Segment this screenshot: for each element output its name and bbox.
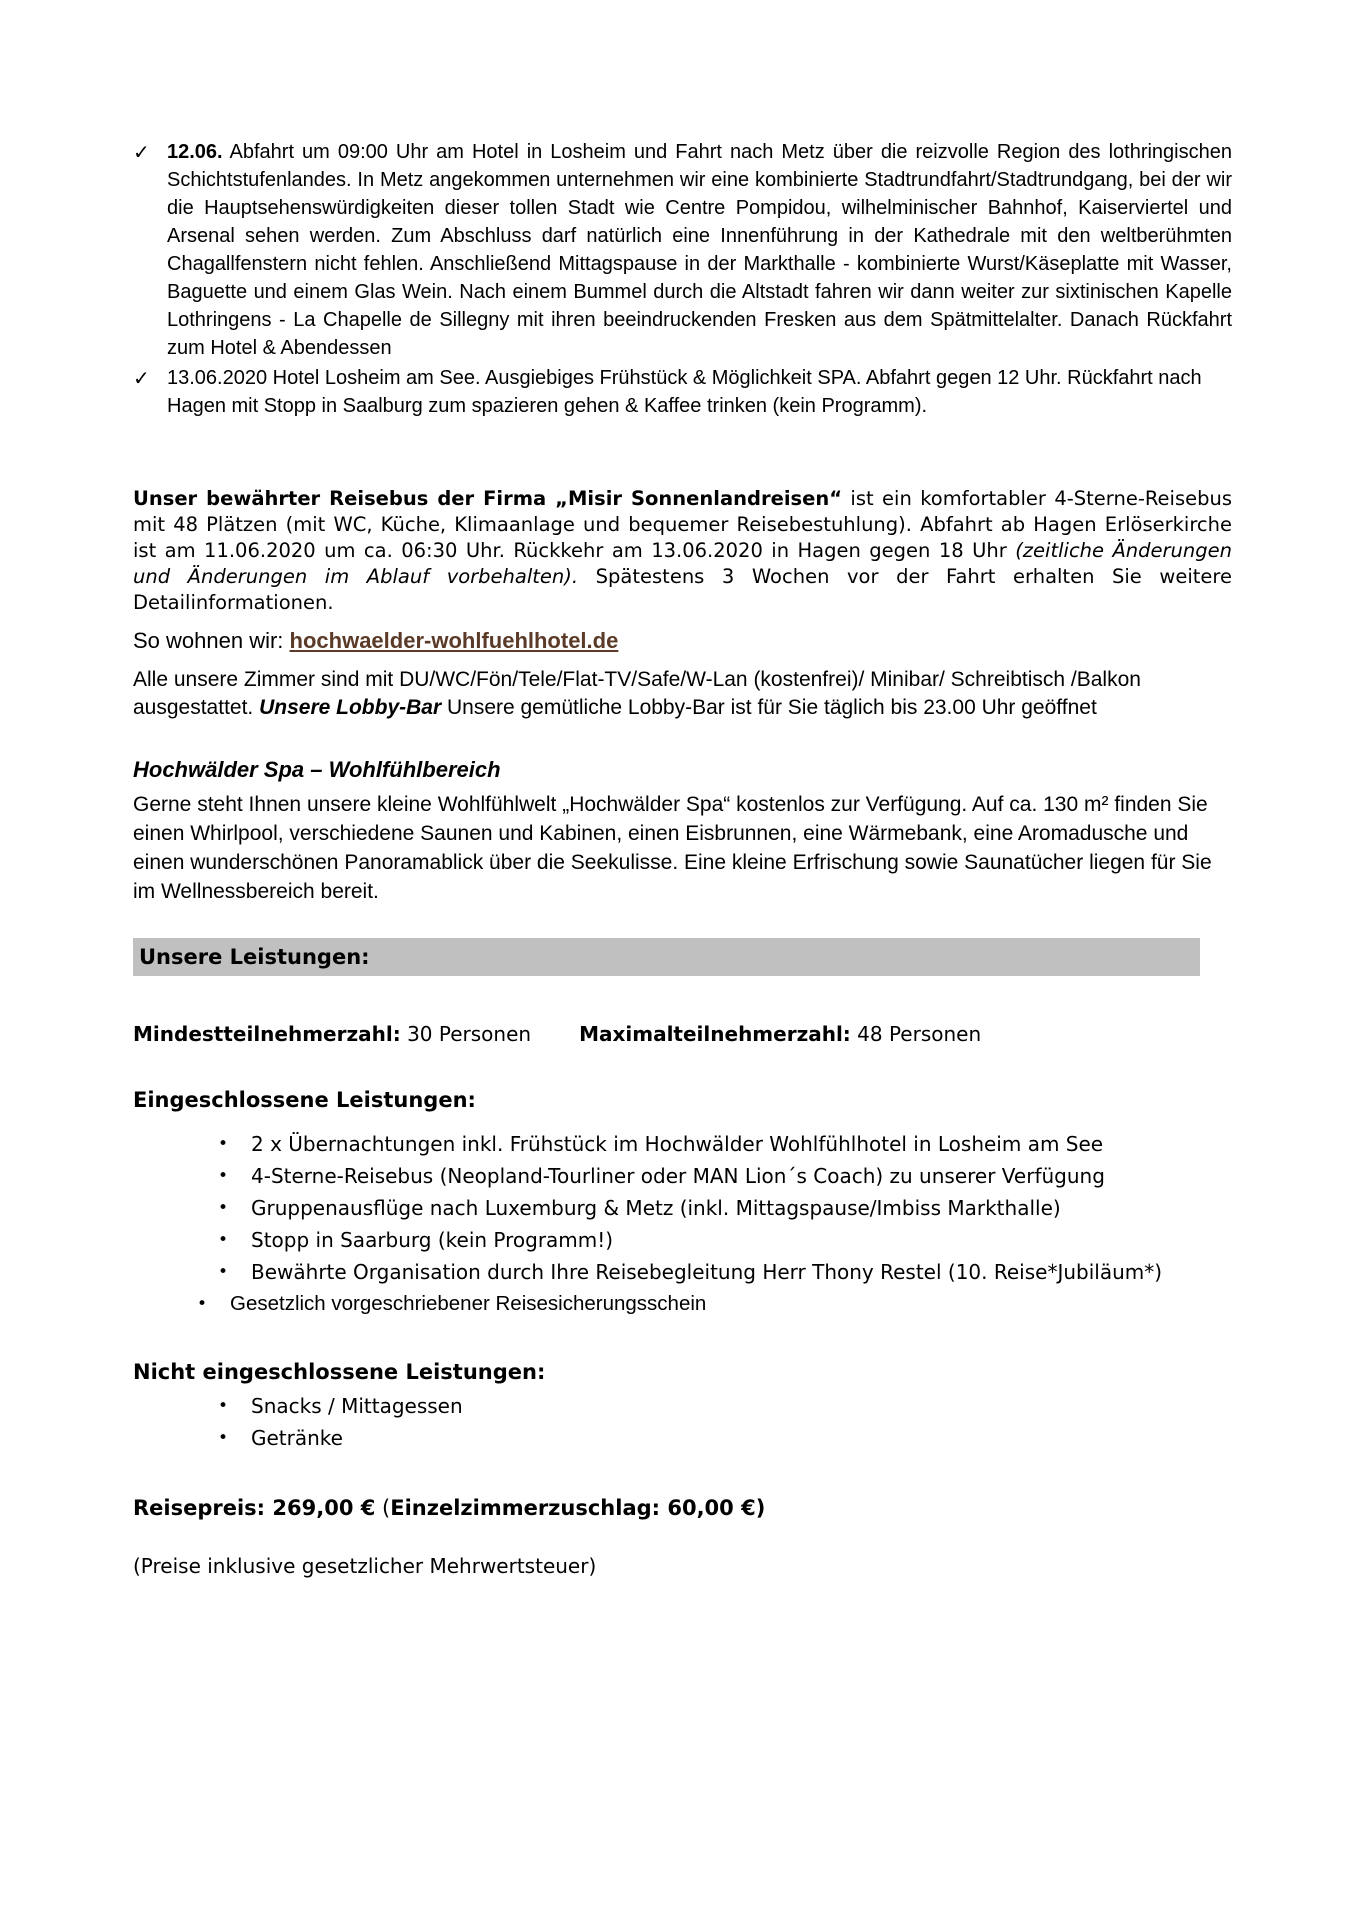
itinerary-body: Abfahrt um 09:00 Uhr am Hotel in Losheim und Fahrt nach Metz über die reizvolle Region des lothringischen Schichtstufenlandes. In Metz angekommen unternehmen wir eine kombinierte Stadtrundfahrt/Stadtrundgang, bei der wir die Hauptsehenswürdigkeiten dieser tollen Stadt wie Centre Pompidou, wilhelminischer Bahnhof, Kaiserviertel und Arsenal sehen werden. Zum Abschluss darf natürlich eine Innenführung in der Kathedrale mit den weltberühmten Chagallfenstern nicht fehlen. Anschließend Mittagspause in der Markthalle - kombinierte Wurst/Käseplatte mit Wasser, Baguette und einem Glas Wein. Nach einem Bummel durch die Altstadt fahren wir dann weiter zur sixtinischen Kapelle Lothringens - La Chapelle de Sillegny mit ihren beeindruckenden Fresken aus dem Spätmittelalter. Danach Rückfahrt zum Hotel & Abendessen [167, 141, 1232, 359]
price-line [133, 1494, 1232, 1522]
itinerary-item-13-06 [133, 364, 1232, 420]
bus-description-paragraph [133, 486, 1232, 616]
list-item [133, 1288, 1232, 1320]
itinerary-item-text [167, 138, 1232, 362]
bullet-icon: • [218, 1428, 229, 1448]
itinerary-item-text [167, 364, 1232, 420]
rooms-paragraph [133, 666, 1232, 722]
lobby-bar-label: Unsere Lobby-Bar [259, 696, 442, 719]
hotel-website-link[interactable]: hochwaelder-wohlfuehlhotel.de [289, 628, 619, 653]
max-participants-value: 48 Personen [857, 1022, 982, 1046]
bullet-icon: • [218, 1396, 229, 1416]
participants-line [133, 1020, 1232, 1048]
min-participants-label: Mindestteilnehmerzahl: [133, 1022, 401, 1046]
included-services-list [133, 1128, 1232, 1320]
list-item [133, 1256, 1232, 1288]
bullet-icon: • [218, 1166, 229, 1186]
list-item [133, 1422, 1232, 1454]
paren: ( [375, 1496, 391, 1520]
bullet-icon: • [197, 1294, 208, 1314]
included-services-heading: Eingeschlossene Leistungen: [133, 1088, 476, 1112]
list-item-text: Snacks / Mittagessen [251, 1394, 463, 1418]
checkmark-icon: ✓ [133, 366, 150, 390]
spa-heading: Hochwälder Spa – Wohlfühlbereich [133, 757, 501, 782]
checkmark-icon: ✓ [133, 140, 150, 164]
min-participants-value: 30 Personen [407, 1022, 532, 1046]
rooms-text-end: Unsere gemütliche Lobby-Bar ist für Sie täglich bis 23.00 Uhr geöffnet [441, 696, 1097, 719]
bullet-icon: • [218, 1230, 229, 1250]
list-item-text: Gruppenausflüge nach Luxemburg & Metz (inkl. Mittagspause/Imbiss Markthalle) [251, 1196, 1061, 1220]
bullet-icon: • [218, 1134, 229, 1154]
bullet-icon: • [218, 1198, 229, 1218]
bus-text-end: Spätestens 3 Wochen vor der Fahrt erhalten Sie weitere Detailinformationen. [133, 565, 1232, 614]
list-item-text: Getränke [251, 1426, 343, 1450]
bus-italic-note: (zeitliche Änderungen und Änderungen im Ablauf vorbehalten). [133, 539, 1233, 588]
list-item [133, 1390, 1232, 1422]
itinerary-body: 13.06.2020 Hotel Losheim am See. Ausgiebiges Frühstück & Möglichkeit SPA. Abfahrt gegen 12 Uhr. Rückfahrt nach Hagen mit Stopp in Saalburg zum spazieren gehen & Kaffee trinken (kein Programm). [167, 367, 1202, 417]
list-item [133, 1128, 1232, 1160]
list-item [133, 1192, 1232, 1224]
excluded-services-list [133, 1390, 1232, 1454]
list-item-text: Stopp in Saarburg (kein Programm!) [251, 1228, 614, 1252]
list-item-text: 4-Sterne-Reisebus (Neopland-Tourliner oder MAN Lion´s Coach) zu unserer Verfügung [251, 1164, 1105, 1188]
hotel-lead-line [133, 626, 1232, 656]
rooms-text: Alle unsere Zimmer sind mit DU/WC/Fön/Tele/Flat-TV/Safe/W-Lan (kostenfrei)/ Minibar/ Schreibtisch /Balkon ausgestattet. [133, 668, 1141, 719]
trip-price: Reisepreis: 269,00 € [133, 1496, 376, 1520]
max-participants-label: Maximalteilnehmerzahl: [579, 1022, 851, 1046]
bullet-icon: • [218, 1262, 229, 1282]
single-room-supplement: Einzelzimmerzuschlag: 60,00 €) [390, 1496, 766, 1520]
list-item-text: 2 x Übernachtungen inkl. Frühstück im Hochwälder Wohlfühlhotel in Losheim am See [251, 1132, 1104, 1156]
excluded-services-heading: Nicht eingeschlossene Leistungen: [133, 1360, 546, 1384]
bus-text: ist ein komfortabler 4-Sterne-Reisebus mit 48 Plätzen (mit WC, Küche, Klimaanlage und bequemer Reisebestuhlung). Abfahrt ab Hagen Erlöserkirche ist am 11.06.2020 um ca. 06:30 Uhr. Rückkehr am 13.06.2020 in Hagen gegen 18 Uhr [133, 487, 1232, 562]
list-item [133, 1224, 1232, 1256]
spa-paragraph: Gerne steht Ihnen unsere kleine Wohlfühlwelt „Hochwälder Spa“ kostenlos zur Verfügung. Auf ca. 130 m² finden Sie einen Whirlpool, verschiedene Saunen und Kabinen, einen Eisbrunnen, eine Wärmebank, eine Aromadusche und einen wunderschönen Panoramablick über die Seekulisse. Eine kleine Erfrischung sowie Saunatücher liegen für Sie im Wellnessbereich bereit. [133, 793, 1212, 903]
bus-bold-lead: Unser bewährter Reisebus der Firma „Misir Sonnenlandreisen“ [133, 487, 843, 510]
hotel-lead-text: So wohnen wir: [133, 628, 290, 653]
services-banner: Unsere Leistungen: [133, 938, 1200, 976]
itinerary-date: 12.06. [167, 141, 223, 163]
list-item-text: Gesetzlich vorgeschriebener Reisesicherungsschein [230, 1292, 707, 1315]
itinerary-item-12-06 [133, 138, 1232, 362]
list-item-text: Bewährte Organisation durch Ihre Reisebegleitung Herr Thony Restel (10. Reise*Jubiläum*) [251, 1260, 1163, 1284]
price-note: (Preise inklusive gesetzlicher Mehrwertsteuer) [133, 1554, 597, 1578]
list-item [133, 1160, 1232, 1192]
